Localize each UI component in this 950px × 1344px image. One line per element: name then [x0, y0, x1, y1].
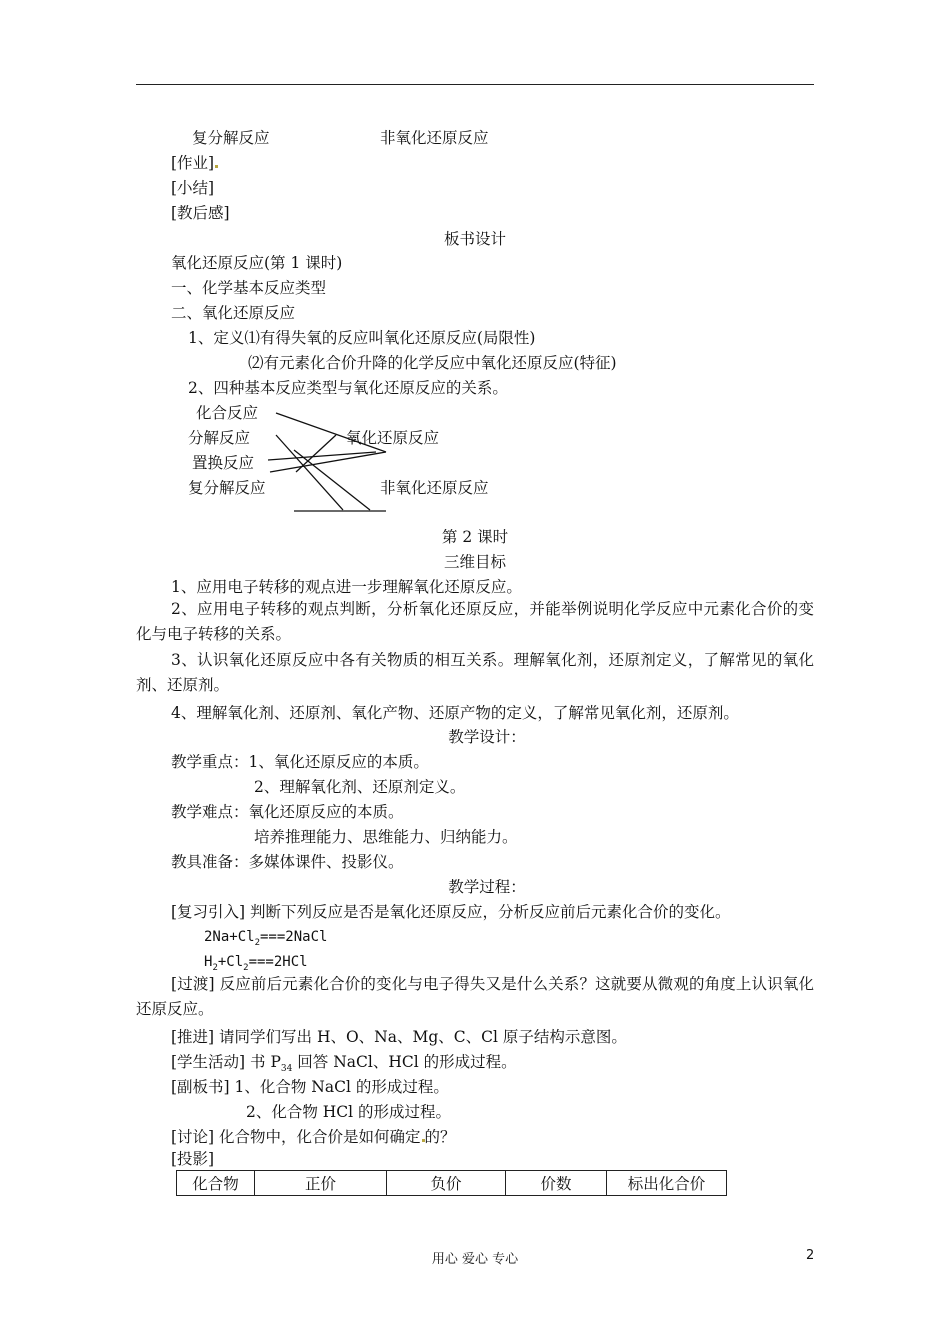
table-header-row [177, 1171, 727, 1196]
table-header-positive: 正价 [255, 1171, 387, 1196]
board-definition-1: 1、定义⑴有得失氧的反应叫氧化还原反应(局限性) [188, 329, 536, 347]
diagram-redox: 氧化还原反应 [346, 429, 440, 447]
footer-slogan: 用心 爱心 专心 [431, 1252, 519, 1267]
summary-heading: [小结] [171, 179, 215, 197]
process-title: 教学过程： [448, 878, 526, 896]
goal-2: 2、应用电子转移的观点判断，分析氧化还原反应，并能举例说明化学反应中元素化合价的变化与电子转移的关系。 [136, 600, 814, 643]
diagram-displacement: 置换反应 [192, 454, 255, 472]
line-double-decomposition-nonredox [294, 450, 370, 510]
diagram-double-decomposition: 复分解反应 [188, 479, 266, 497]
difficulty-1: 教学难点：氧化还原反应的本质。 [171, 803, 404, 821]
equation-sodium-chlorine: $2Na+Cl_2===2NaCl$ [204, 929, 328, 948]
teaching-tools: 教具准备：多媒体课件、投影仪。 [171, 853, 404, 871]
carry-non-redox-label: 非氧化还原反应 [380, 129, 489, 147]
equation-hydrogen-chlorine: $H_2+Cl_2===2HCl$ [204, 954, 308, 973]
board-definition-2: ⑵有元素化合价升降的化学反应中氧化还原反应(特征) [248, 354, 617, 372]
sub-board-1: [副板书] 1、化合物 NaCl 的形成过程。 [171, 1078, 449, 1096]
sub-board-2: 2、化合物 HCl 的形成过程。 [246, 1103, 452, 1121]
goal-4: 4、理解氧化剂、还原剂、氧化产物、还原产物的定义，了解常见氧化剂，还原剂。 [171, 704, 739, 722]
lesson2-title: 第 2 课时 [441, 528, 509, 546]
projection-heading: [投影] [171, 1150, 215, 1168]
line-combination-redox [276, 413, 386, 452]
page-number: 2 [806, 1248, 815, 1263]
board-section-1: 一、化学基本反应类型 [171, 279, 327, 297]
key-point-1: 教学重点：1、氧化还原反应的本质。 [171, 753, 429, 771]
line-decomposition-nonredox [276, 435, 343, 510]
key-point-2: 2、理解氧化剂、还原剂定义。 [254, 778, 466, 796]
board-section-2: 二、氧化还原反应 [171, 304, 296, 322]
table-header-compound: 化合物 [177, 1171, 255, 1196]
table-header-count: 价数 [506, 1171, 607, 1196]
table-header-mark-valence: 标出化合价 [607, 1171, 727, 1196]
difficulty-2: 培养推理能力、思维能力、归纳能力。 [254, 828, 518, 846]
board-design-title: 板书设计 [443, 230, 506, 248]
discussion-line: [讨论] 化合物中，化合价是如何确定 的？ [171, 1128, 456, 1146]
diagram-decomposition: 分解反应 [188, 429, 251, 447]
line-cross [296, 435, 336, 472]
diagram-non-redox: 非氧化还原反应 [380, 479, 489, 497]
design-title: 教学设计： [448, 728, 526, 746]
diagram-combination: 化合反应 [196, 404, 259, 422]
goals-title: 三维目标 [443, 553, 506, 571]
goal-3: 3、认识氧化还原反应中各有关物质的相互关系。理解氧化剂，还原剂定义，了解常见的氧化剂、还原剂。 [136, 651, 814, 694]
board-lesson-title: 氧化还原反应(第 1 课时) [171, 254, 343, 272]
homework-heading: [作业] [171, 153, 218, 173]
carry-type-label: 复分解反应 [192, 129, 270, 147]
goal-1: 1、应用电子转移的观点进一步理解氧化还原反应。 [171, 578, 522, 596]
board-relation: 2、四种基本反应类型与氧化还原反应的关系。 [188, 379, 508, 397]
transition-paragraph: [过渡] 反应前后元素化合价的变化与电子得失又是什么关系？这就要从微观的角度上认识氧化还原反应。 [136, 975, 814, 1018]
review-intro: [复习引入] 判断下列反应是否是氧化还原反应，分析反应前后元素化合价的变化。 [171, 903, 731, 921]
student-activity: [学生活动] 书 $P_{34}$ 回答 NaCl、HCl 的形成过程。 [171, 1053, 517, 1075]
advance-line: [推进] 请同学们写出 H、O、Na、Mg、C、Cl 原子结构示意图。 [171, 1028, 627, 1046]
valence-table [176, 1170, 727, 1196]
table-header-negative: 负价 [387, 1171, 506, 1196]
reflection-heading: [教后感] [171, 204, 230, 222]
